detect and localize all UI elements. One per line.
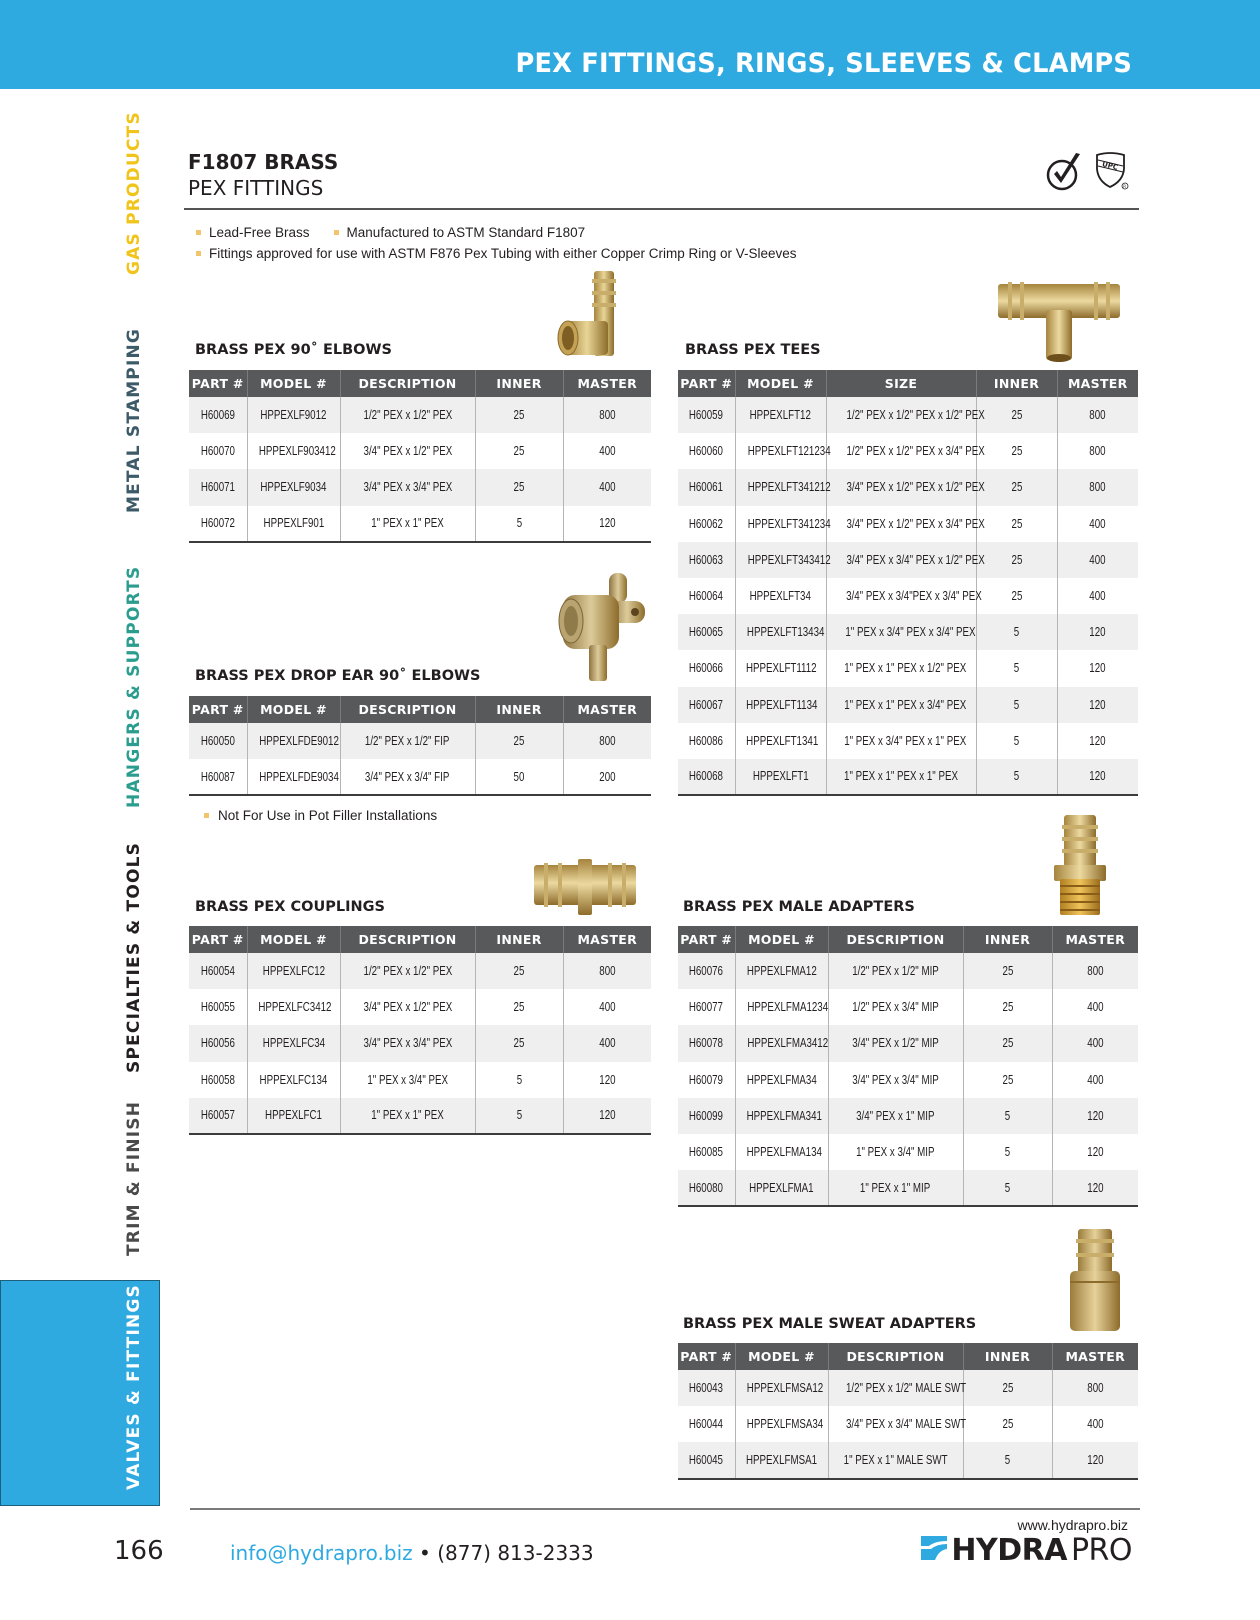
column-header: MODEL #: [247, 696, 340, 723]
section-title-male-sweat-adapters: BRASS PEX MALE SWEAT ADAPTERS: [683, 1316, 977, 1332]
column-header: DESCRIPTION: [828, 1343, 963, 1370]
elbow-product-image: [552, 271, 630, 361]
table-row: H60065 HPPEXLFT13434 1" PEX x 3/4" PEX x 3/4" PEX 5 120: [678, 614, 1138, 650]
table-row: H60067 HPPEXLFT1134 1" PEX x 1" PEX x 3/4" PEX 5 120: [678, 687, 1138, 723]
svg-text:UPC: UPC: [1101, 160, 1119, 172]
column-header: MODEL #: [247, 926, 340, 953]
table-row: H60064 HPPEXLFT34 3/4" PEX x 3/4"PEX x 3/4" PEX 25 400: [678, 578, 1138, 614]
brand-name-bold: HYDRA: [951, 1533, 1067, 1568]
page-number: 166: [114, 1536, 164, 1566]
column-header: MASTER: [563, 926, 651, 953]
hydrapro-wave-icon: [921, 1536, 947, 1565]
tee-product-image: [998, 280, 1120, 362]
table-row: H60050 HPPEXLFDE9012 1/2" PEX x 1/2" FIP 25 800: [189, 723, 651, 759]
banner-title: PEX FITTINGS, RINGS, SLEEVES & CLAMPS: [515, 48, 1132, 79]
certification-icons: [1046, 150, 1130, 197]
column-header: PART #: [189, 926, 247, 953]
table-row: H60077 HPPEXLFMA1234 1/2" PEX x 3/4" MIP 25 400: [678, 989, 1138, 1025]
column-header: SIZE: [826, 370, 976, 397]
table-row: H60079 HPPEXLFMA34 3/4" PEX x 3/4" MIP 25 400: [678, 1062, 1138, 1098]
drop-ear-table: [189, 696, 651, 796]
table-row: H60071 HPPEXLF9034 3/4" PEX x 3/4" PEX 25 400: [189, 469, 651, 505]
column-header: MODEL #: [247, 370, 340, 397]
product-heading: [188, 150, 338, 200]
feature-bullet: Lead-Free Brass: [196, 225, 310, 240]
drop-ear-note: Not For Use in Pot Filler Installations: [204, 808, 437, 823]
column-header: INNER: [976, 370, 1057, 397]
table-row: H60055 HPPEXLFC3412 3/4" PEX x 1/2" PEX 25 400: [189, 989, 651, 1025]
column-header: DESCRIPTION: [340, 926, 475, 953]
phone-number[interactable]: (877) 813-2333: [437, 1541, 594, 1565]
feature-bullet: Manufactured to ASTM Standard F1807: [334, 225, 586, 240]
contact-separator: •: [412, 1541, 438, 1565]
footer-divider: [190, 1508, 1140, 1510]
section-title-elbows: BRASS PEX 90˚ ELBOWS: [195, 342, 392, 358]
column-header: PART #: [189, 370, 247, 397]
website-link[interactable]: www.hydrapro.biz: [1017, 1517, 1128, 1533]
column-header: DESCRIPTION: [340, 370, 475, 397]
table-row: H60070 HPPEXLF903412 3/4" PEX x 1/2" PEX 25 400: [189, 433, 651, 469]
footer-contact: [230, 1541, 594, 1565]
column-header: MASTER: [563, 370, 651, 397]
column-header: PART #: [189, 696, 247, 723]
male-adapter-product-image: [1052, 815, 1108, 917]
heading-line-2: PEX FITTINGS: [188, 176, 324, 200]
feature-bullet: Fittings approved for use with ASTM F876 Pex Tubing with either Copper Crimp Ring or V-Sleeves: [196, 246, 797, 261]
table-row: H60063 HPPEXLFT343412 3/4" PEX x 3/4" PEX x 1/2" PEX 25 400: [678, 542, 1138, 578]
column-header: MASTER: [1052, 1343, 1138, 1370]
table-row: H60058 HPPEXLFC134 1" PEX x 3/4" PEX 5 120: [189, 1062, 651, 1098]
upc-shield-icon: [1094, 151, 1130, 196]
table-row: H60099 HPPEXLFMA341 3/4" PEX x 1" MIP 5 120: [678, 1098, 1138, 1134]
male-sweat-adapter-product-image: [1066, 1229, 1124, 1333]
elbows-table: [189, 370, 651, 543]
section-title-tees: BRASS PEX TEES: [685, 342, 821, 358]
column-header: MASTER: [1052, 926, 1138, 953]
heading-line-1: F1807 BRASS: [188, 150, 339, 174]
section-title-male-adapters: BRASS PEX MALE ADAPTERS: [683, 899, 915, 915]
tees-table: [678, 370, 1138, 796]
table-row: H60078 HPPEXLFMA3412 3/4" PEX x 1/2" MIP 25 400: [678, 1025, 1138, 1061]
column-header: PART #: [678, 1343, 735, 1370]
table-row: H60057 HPPEXLFC1 1" PEX x 1" PEX 5 120: [189, 1098, 651, 1134]
side-nav-valves-fittings[interactable]: VALVES & FITTINGS: [124, 1284, 144, 1490]
section-title-couplings: BRASS PEX COUPLINGS: [195, 899, 385, 915]
male-adapters-table: [678, 926, 1138, 1207]
bullet-square-icon: [196, 230, 201, 235]
column-header: INNER: [475, 370, 563, 397]
male-sweat-adapters-table: [678, 1343, 1138, 1480]
check-certification-icon: [1046, 150, 1084, 197]
couplings-table: [189, 926, 651, 1135]
table-row: H60068 HPPEXLFT1 1" PEX x 1" PEX x 1" PEX 5 120: [678, 759, 1138, 795]
table-row: H60054 HPPEXLFC12 1/2" PEX x 1/2" PEX 25 800: [189, 953, 651, 989]
column-header: INNER: [475, 696, 563, 723]
table-row: H60080 HPPEXLFMA1 1" PEX x 1" MIP 5 120: [678, 1170, 1138, 1206]
column-header: DESCRIPTION: [828, 926, 963, 953]
table-row: H60061 HPPEXLFT341212 3/4" PEX x 1/2" PEX x 1/2" PEX 25 800: [678, 469, 1138, 505]
side-nav-specialties-tools[interactable]: SPECIALTIES & TOOLS: [124, 841, 144, 1073]
column-header: MODEL #: [735, 1343, 828, 1370]
side-nav-metal-stamping[interactable]: METAL STAMPING: [124, 327, 144, 513]
table-row: H60060 HPPEXLFT121234 1/2" PEX x 1/2" PEX x 3/4" PEX 25 800: [678, 433, 1138, 469]
bullet-square-icon: [204, 813, 209, 818]
table-row: H60069 HPPEXLF9012 1/2" PEX x 1/2" PEX 25 800: [189, 397, 651, 433]
table-row: H60062 HPPEXLFT341234 3/4" PEX x 1/2" PEX x 3/4" PEX 25 400: [678, 506, 1138, 542]
table-row: H60085 HPPEXLFMA134 1" PEX x 3/4" MIP 5 120: [678, 1134, 1138, 1170]
feature-bullets: [196, 222, 797, 264]
table-row: H60056 HPPEXLFC34 3/4" PEX x 3/4" PEX 25 400: [189, 1025, 651, 1061]
side-nav-trim-finish[interactable]: TRIM & FINISH: [124, 1100, 144, 1256]
heading-divider: [184, 208, 1139, 210]
coupling-product-image: [534, 857, 636, 917]
table-row: H60087 HPPEXLFDE9034 3/4" PEX x 3/4" FIP 50 200: [189, 759, 651, 795]
drop-ear-elbow-product-image: [553, 573, 645, 683]
bullet-square-icon: [196, 251, 201, 256]
column-header: MASTER: [1057, 370, 1138, 397]
column-header: MODEL #: [735, 926, 828, 953]
svg-text:R: R: [1123, 184, 1127, 189]
bullet-square-icon: [334, 230, 339, 235]
side-nav-gas-products[interactable]: GAS PRODUCTS: [124, 111, 144, 275]
email-link[interactable]: info@hydrapro.biz: [230, 1541, 413, 1565]
column-header: PART #: [678, 370, 735, 397]
section-title-drop-ear: BRASS PEX DROP EAR 90˚ ELBOWS: [195, 668, 481, 684]
table-row: H60043 HPPEXLFMSA12 1/2" PEX x 1/2" MALE SWT 25 800: [678, 1370, 1138, 1406]
table-row: H60086 HPPEXLFT1341 1" PEX x 3/4" PEX x 1" PEX 5 120: [678, 723, 1138, 759]
column-header: MASTER: [563, 696, 651, 723]
column-header: INNER: [963, 1343, 1052, 1370]
hydrapro-logo: [921, 1533, 1132, 1568]
column-header: PART #: [678, 926, 735, 953]
column-header: INNER: [475, 926, 563, 953]
side-nav-hangers-supports[interactable]: HANGERS & SUPPORTS: [124, 565, 144, 808]
column-header: INNER: [963, 926, 1052, 953]
table-row: H60059 HPPEXLFT12 1/2" PEX x 1/2" PEX x 1/2" PEX 25 800: [678, 397, 1138, 433]
table-row: H60076 HPPEXLFMA12 1/2" PEX x 1/2" MIP 25 800: [678, 953, 1138, 989]
top-banner: [0, 0, 1260, 89]
table-row: H60045 HPPEXLFMSA1 1" PEX x 1" MALE SWT 5 120: [678, 1442, 1138, 1478]
column-header: MODEL #: [735, 370, 826, 397]
table-row: H60044 HPPEXLFMSA34 3/4" PEX x 3/4" MALE SWT 25 400: [678, 1406, 1138, 1442]
brand-name-light: PRO: [1070, 1533, 1132, 1568]
table-row: H60072 HPPEXLF901 1" PEX x 1" PEX 5 120: [189, 506, 651, 542]
column-header: DESCRIPTION: [340, 696, 475, 723]
table-row: H60066 HPPEXLFT1112 1" PEX x 1" PEX x 1/2" PEX 5 120: [678, 650, 1138, 686]
